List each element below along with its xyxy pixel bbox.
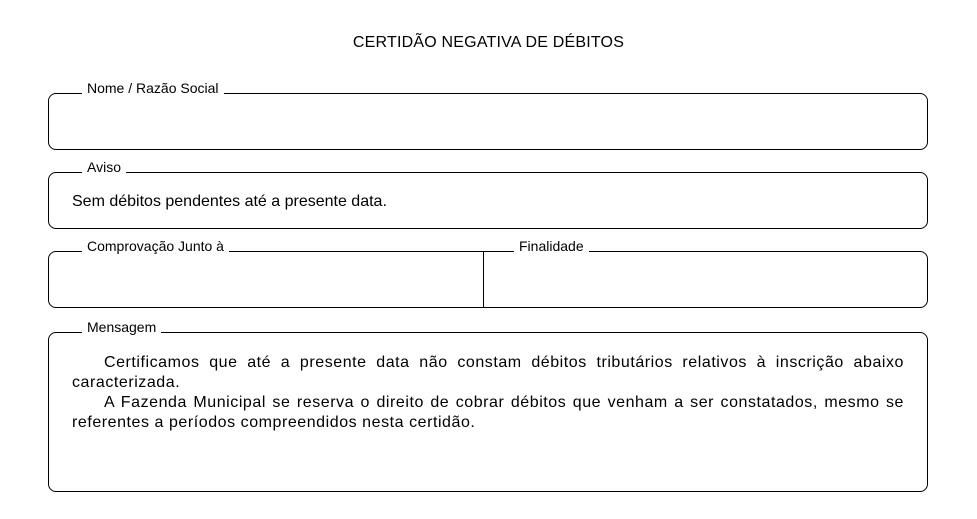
nome-razao-social-label: Nome / Razão Social <box>82 80 224 96</box>
aviso-label: Aviso <box>82 159 126 175</box>
aviso-text: Sem débitos pendentes até a presente data. <box>72 193 387 210</box>
comprovacao-finalidade-box <box>48 251 928 308</box>
mensagem-paragraph-2: A Fazenda Municipal se reserva o direito de cobrar débitos que venham a ser constatados, mesmo se referentes a períodos compreendidos nesta certidão. <box>72 394 904 431</box>
comprovacao-label: Comprovação Junto à <box>82 238 229 254</box>
finalidade-label: Finalidade <box>514 238 589 254</box>
nome-razao-social-box <box>48 93 928 150</box>
mensagem-text <box>72 353 904 433</box>
mensagem-label: Mensagem <box>82 319 161 335</box>
document-title: CERTIDÃO NEGATIVA DE DÉBITOS <box>352 34 625 51</box>
mensagem-paragraph-1: Certificamos que até a presente data não constam débitos tributários relativos à inscrição abaixo caracterizada. <box>72 354 904 391</box>
comprovacao-finalidade-divider <box>483 252 484 307</box>
